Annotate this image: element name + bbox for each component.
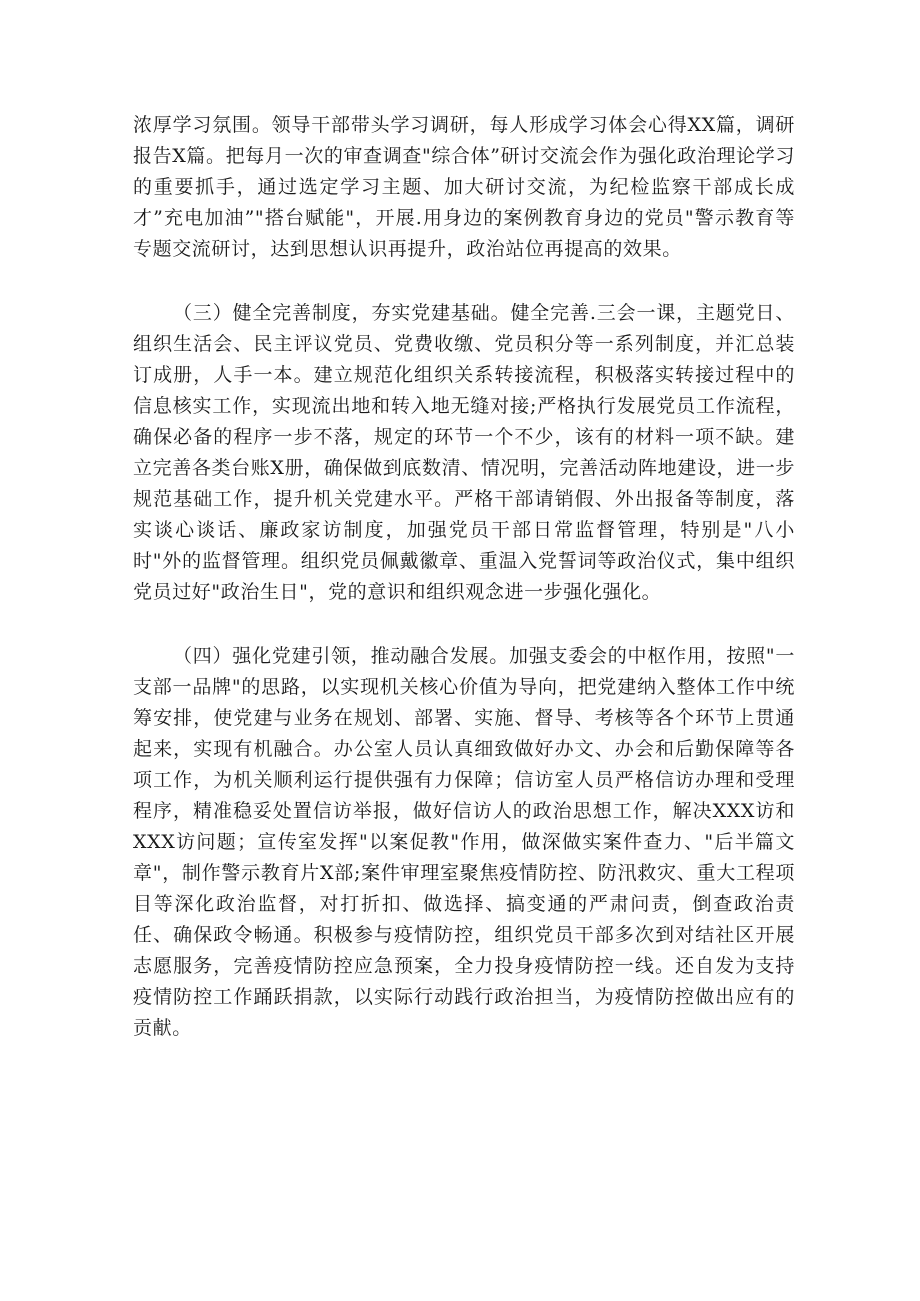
paragraph-section-three: （三）健全完善制度，夯实党建基础。健全完善.三会一课，主题党日、组织生活会、民主评议党员、党费收缴、党员积分等一系列制度，并汇总装订成册，人手一本。建立规范化组织关系转接流程，积极落实转接过程中的信息核实工作，实现流出地和转入地无缝对接;严格执行发展党员工作流程，确保必备的程序一步不落，规定的环节一个不少，该有的材料一项不缺。建立完善各类台账X册，确保做到底数清、情况明，完善活动阵地建设，进一步规范基础工作，提升机关党建水平。严格干部请销假、外出报备等制度，落实谈心谈话、廉政家访制度，加强党员干部日常监督管理，特别是"八小时"外的监督管理。组织党员佩戴徽章、重温入党誓词等政治仪式，集中组织党员过好"政治生日"，党的意识和组织观念进一步强化强化。 (133, 302, 795, 603)
paragraph-section-four: （四）强化党建引领，推动融合发展。加强支委会的中枢作用，按照"一支部一品牌"的思路，以实现机关核心价值为导向，把党建纳入整体工作中统筹安排，使党建与业务在规划、部署、实施、督导、考核等各个环节上贯通起来，实现有机融合。办公室人员认真细致做好办文、办会和后勤保障等各项工作，为机关顺利运行提供强有力保障；信访室人员严格信访办理和受理程序，精准稳妥处置信访举报，做好信访人的政治思想工作，解决XXX访和XXX访问题；宣传室发挥"以案促教"作用，做深做实案件查力、"后半篇文章"，制作警示教育片X部;案件审理室聚焦疫情防控、防汛救灾、重大工程项目等深化政治监督，对打折扣、做选择、搞变通的严肃问责，倒查政治责任、确保政令畅通。积极参与疫情防控，组织党员干部多次到对结社区开展志愿服务，完善疫情防控应急预案，全力投身疫情防控一线。还自发为支持疫情防控工作踊跃捐款，以实际行动践行政治担当，为疫情防控做出应有的贡献。 (133, 645, 795, 1039)
document-body (133, 110, 795, 1044)
paragraph-continuation: 浓厚学习氛围。领导干部带头学习调研，每人形成学习体会心得XX篇，调研报告X篇。把每月一次的审查调查"综合体”研讨交流会作为强化政治理论学习的重要抓手，通过选定学习主题、加大研讨交流，为纪检监察干部成长成才”充电加油”"搭台赋能"，开展.用身边的案例教育身边的党员"警示教育等专题交流研讨，达到思想认识再提升，政治站位再提高的效果。 (133, 114, 795, 260)
